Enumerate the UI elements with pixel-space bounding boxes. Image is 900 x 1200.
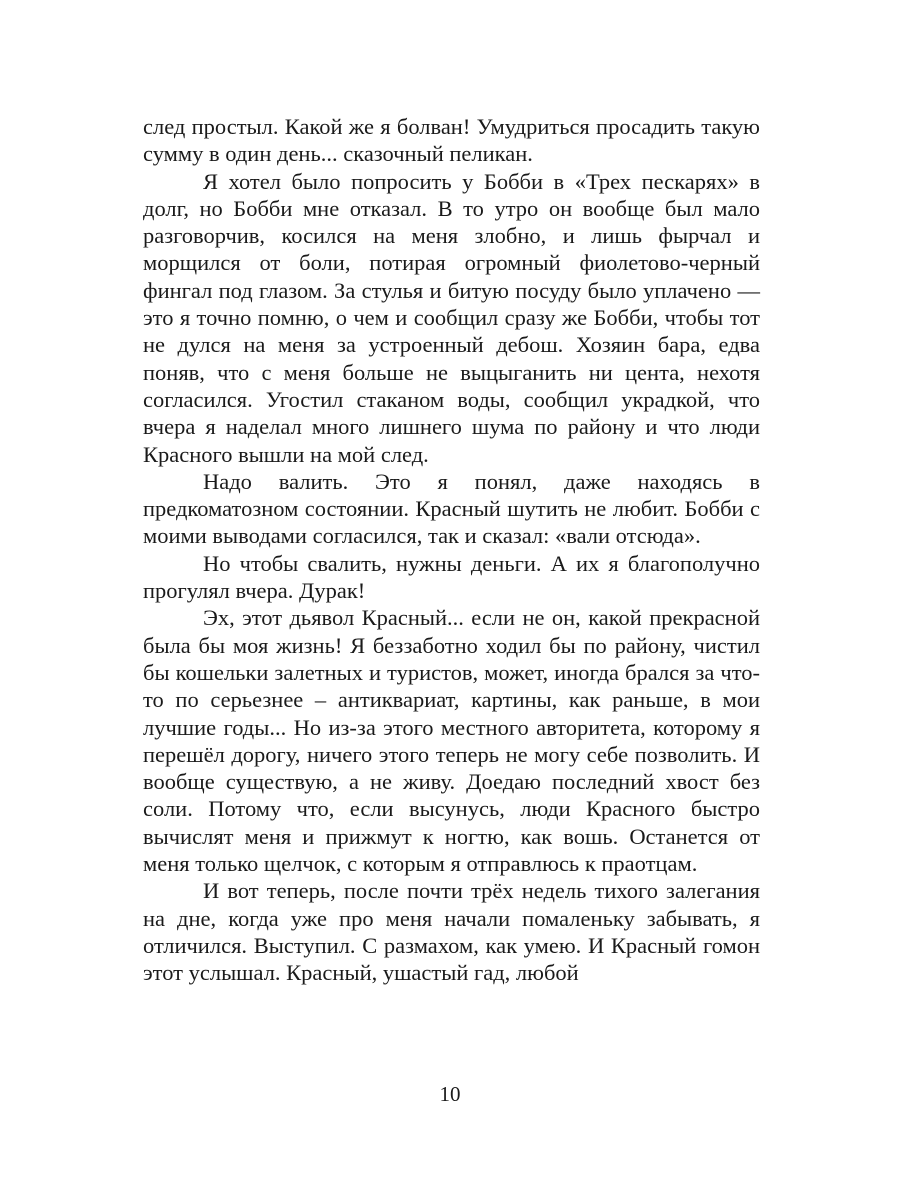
paragraph-4: Но чтобы свалить, нужны деньги. А их я благополучно прогулял вчера. Дурак!	[143, 550, 760, 604]
page-text	[143, 113, 760, 987]
paragraph-3: Надо валить. Это я понял, даже находясь в предкоматозном состоянии. Красный шутить не любит. Бобби с моими выводами согласился, так и сказал: «вали отсюда».	[143, 468, 760, 549]
paragraph-5: Эх, этот дьявол Красный... если не он, какой прекрасной была бы моя жизнь! Я беззаботно ходил бы по району, чистил бы кошельки залетных и туристов, может, иногда брался за что-то по серьезнее – антиквариат, картины, как раньше, в мои лучшие годы... Но из-за этого местного авторитета, которому я перешёл дорогу, ничего этого теперь не могу себе позволить. И вообще существую, а не живу. Доедаю последний хвост без соли. Потому что, если высунусь, люди Красного быстро вычислят меня и прижмут к ногтю, как вошь. Останется от меня только щелчок, с которым я отправлюсь к праотцам.	[143, 605, 760, 877]
paragraph-6: И вот теперь, после почти трёх недель тихого залегания на дне, когда уже про меня начали помаленьку забывать, я отличился. Выступил. С размахом, как умею. И Красный гомон этот услышал. Красный, ушастый гад, любой	[143, 878, 760, 986]
paragraph-2: Я хотел было попросить у Бобби в «Трех пескарях» в долг, но Бобби мне отказал. В то утро он вообще был мало разговорчив, косился на меня злобно, и лишь фырчал и морщился от боли, потирая огромный фиолетово-черный фингал под глазом. За стулья и битую посуду было уплачено — это я точно помню, о чем и сообщил сразу же Бобби, чтобы тот не дулся на меня за устроенный дебош. Хозяин бара, едва поняв, что с меня больше не выцыганить ни цента, нехотя согласился. Угостил стаканом воды, сообщил украдкой, что вчера я наделал много лишнего шума по району и что люди Красного вышли на мой след.	[143, 168, 760, 467]
page-number: 10	[439, 1082, 461, 1106]
paragraph-1: след простыл. Какой же я болван! Умудриться просадить такую сумму в один день... сказочный пеликан.	[143, 114, 760, 167]
